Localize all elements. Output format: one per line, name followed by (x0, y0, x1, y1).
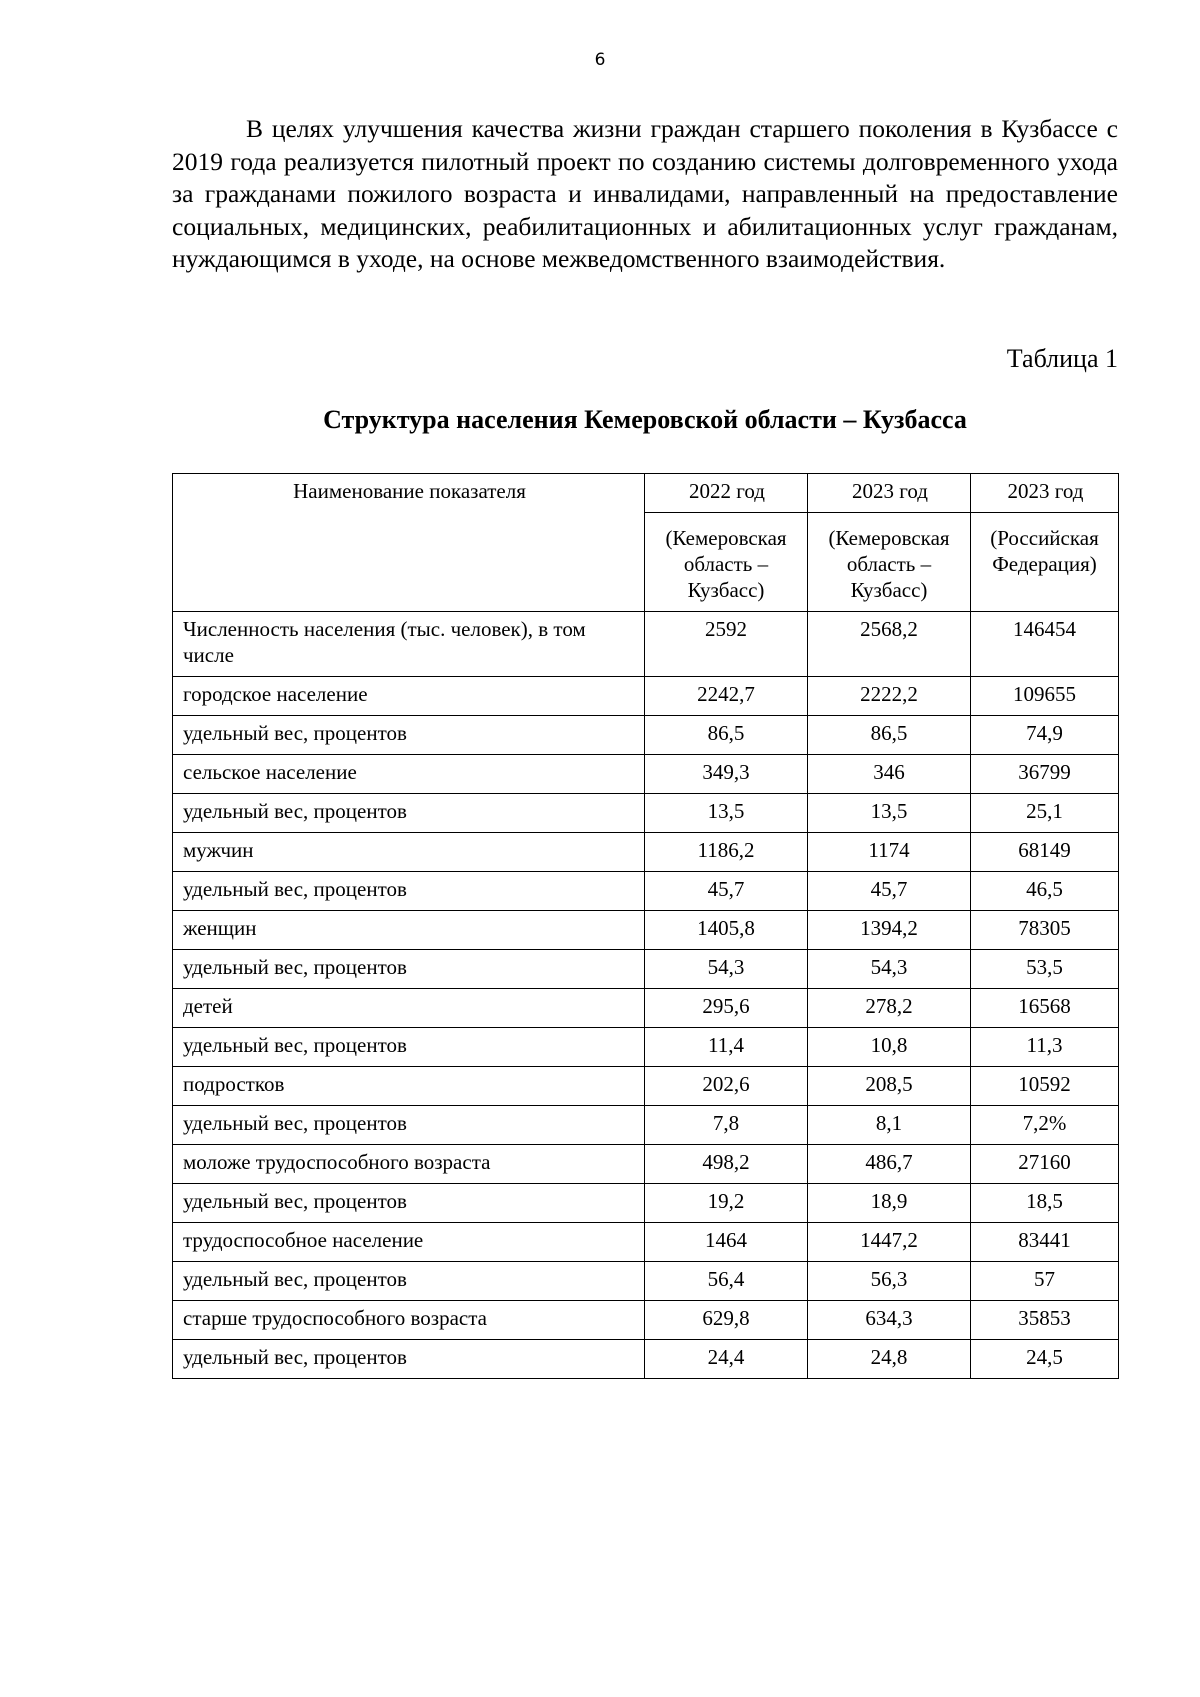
row-name-cell: удельный вес, процентов (173, 716, 645, 755)
row-name-cell: удельный вес, процентов (173, 950, 645, 989)
header-indicator-name: Наименование показателя (173, 474, 645, 612)
row-name-cell: удельный вес, процентов (173, 1106, 645, 1145)
value-2023-cell: 13,5 (808, 794, 971, 833)
row-name-cell: детей (173, 989, 645, 1028)
value-2023-rf-cell: 10592 (971, 1067, 1119, 1106)
table-title: Структура населения Кемеровской области – Кузбасса (323, 405, 967, 434)
table-row (173, 1340, 1119, 1379)
intro-paragraph: В целях улучшения качества жизни граждан старшего поколения в Кузбассе с 2019 года реализуется пилотный проект по созданию системы долговременного ухода за гражданами пожилого возраста и инвалидами, направленный на предоставление социальных, медицинских, реабилитационных и абилитационных услуг гражданам, нуждающимся в уходе, на основе межведомственного взаимодействия. (172, 114, 1118, 273)
value-2023-cell: 86,5 (808, 716, 971, 755)
row-name-cell: городское население (173, 677, 645, 716)
value-2023-rf-cell: 35853 (971, 1301, 1119, 1340)
table-row (173, 989, 1119, 1028)
table-row (173, 755, 1119, 794)
row-name-cell: удельный вес, процентов (173, 1262, 645, 1301)
value-2022-cell: 295,6 (645, 989, 808, 1028)
row-name-cell: удельный вес, процентов (173, 872, 645, 911)
value-2023-rf-cell: 68149 (971, 833, 1119, 872)
value-2022-cell: 56,4 (645, 1262, 808, 1301)
table-row (173, 1262, 1119, 1301)
value-2022-cell: 45,7 (645, 872, 808, 911)
value-2023-rf-cell: 57 (971, 1262, 1119, 1301)
row-name-cell: удельный вес, процентов (173, 794, 645, 833)
row-name-cell: моложе трудоспособного возраста (173, 1145, 645, 1184)
value-2023-rf-cell: 53,5 (971, 950, 1119, 989)
value-2022-cell: 1186,2 (645, 833, 808, 872)
value-2023-cell: 10,8 (808, 1028, 971, 1067)
value-2023-cell: 1394,2 (808, 911, 971, 950)
table-row (173, 1028, 1119, 1067)
value-2023-rf-cell: 146454 (971, 612, 1119, 677)
row-name-cell: трудоспособное население (173, 1223, 645, 1262)
value-2023-rf-cell: 109655 (971, 677, 1119, 716)
value-2023-cell: 278,2 (808, 989, 971, 1028)
value-2023-rf-cell: 25,1 (971, 794, 1119, 833)
value-2022-cell: 498,2 (645, 1145, 808, 1184)
value-2022-cell: 54,3 (645, 950, 808, 989)
value-2022-cell: 11,4 (645, 1028, 808, 1067)
value-2022-cell: 1405,8 (645, 911, 808, 950)
value-2022-cell: 1464 (645, 1223, 808, 1262)
value-2023-cell: 54,3 (808, 950, 971, 989)
value-2022-cell: 19,2 (645, 1184, 808, 1223)
table-row (173, 1067, 1119, 1106)
value-2023-rf-cell: 78305 (971, 911, 1119, 950)
value-2023-rf-cell: 27160 (971, 1145, 1119, 1184)
table-row (173, 1184, 1119, 1223)
value-2023-rf-cell: 18,5 (971, 1184, 1119, 1223)
value-2023-rf-cell: 7,2% (971, 1106, 1119, 1145)
value-2023-rf-cell: 36799 (971, 755, 1119, 794)
value-2022-cell: 629,8 (645, 1301, 808, 1340)
value-2022-cell: 2242,7 (645, 677, 808, 716)
value-2022-cell: 7,8 (645, 1106, 808, 1145)
value-2023-cell: 486,7 (808, 1145, 971, 1184)
value-2023-cell: 2222,2 (808, 677, 971, 716)
value-2022-cell: 86,5 (645, 716, 808, 755)
table-row (173, 1223, 1119, 1262)
value-2023-cell: 1447,2 (808, 1223, 971, 1262)
value-2022-cell: 202,6 (645, 1067, 808, 1106)
value-2023-rf-cell: 74,9 (971, 716, 1119, 755)
table-row (173, 1106, 1119, 1145)
value-2022-cell: 24,4 (645, 1340, 808, 1379)
header-2023-region: 2023 год (808, 474, 971, 513)
table-label: Таблица 1 (1006, 344, 1118, 373)
row-name-cell: Численность населения (тыс. человек), в том числе (173, 612, 645, 677)
value-2023-cell: 208,5 (808, 1067, 971, 1106)
table-row (173, 1145, 1119, 1184)
table-row (173, 1301, 1119, 1340)
value-2022-cell: 13,5 (645, 794, 808, 833)
value-2023-cell: 18,9 (808, 1184, 971, 1223)
value-2023-cell: 634,3 (808, 1301, 971, 1340)
table-row (173, 716, 1119, 755)
row-name-cell: удельный вес, процентов (173, 1184, 645, 1223)
value-2023-cell: 24,8 (808, 1340, 971, 1379)
row-name-cell: старше трудоспособного возраста (173, 1301, 645, 1340)
table-row (173, 833, 1119, 872)
row-name-cell: сельское население (173, 755, 645, 794)
table-body (173, 612, 1119, 1379)
subheader-2022: (Кемеровская область – Кузбасс) (645, 513, 808, 612)
value-2023-cell: 2568,2 (808, 612, 971, 677)
value-2023-rf-cell: 24,5 (971, 1340, 1119, 1379)
row-name-cell: подростков (173, 1067, 645, 1106)
value-2023-cell: 1174 (808, 833, 971, 872)
table-row (173, 612, 1119, 677)
header-2022: 2022 год (645, 474, 808, 513)
value-2023-cell: 56,3 (808, 1262, 971, 1301)
value-2023-rf-cell: 46,5 (971, 872, 1119, 911)
value-2023-rf-cell: 16568 (971, 989, 1119, 1028)
table-row (173, 677, 1119, 716)
value-2022-cell: 2592 (645, 612, 808, 677)
value-2023-rf-cell: 11,3 (971, 1028, 1119, 1067)
row-name-cell: женщин (173, 911, 645, 950)
value-2023-cell: 8,1 (808, 1106, 971, 1145)
table-row (173, 911, 1119, 950)
value-2023-cell: 45,7 (808, 872, 971, 911)
value-2023-rf-cell: 83441 (971, 1223, 1119, 1262)
row-name-cell: удельный вес, процентов (173, 1340, 645, 1379)
value-2022-cell: 349,3 (645, 755, 808, 794)
table-row (173, 950, 1119, 989)
page-number: 6 (594, 50, 606, 70)
table-row (173, 872, 1119, 911)
subheader-2023-rf: (Российская Федерация) (971, 513, 1119, 612)
population-table (172, 473, 1119, 1379)
row-name-cell: мужчин (173, 833, 645, 872)
value-2023-cell: 346 (808, 755, 971, 794)
header-2023-rf: 2023 год (971, 474, 1119, 513)
table-row (173, 794, 1119, 833)
row-name-cell: удельный вес, процентов (173, 1028, 645, 1067)
table-header-row (173, 474, 1119, 513)
subheader-2023-region: (Кемеровская область – Кузбасс) (808, 513, 971, 612)
